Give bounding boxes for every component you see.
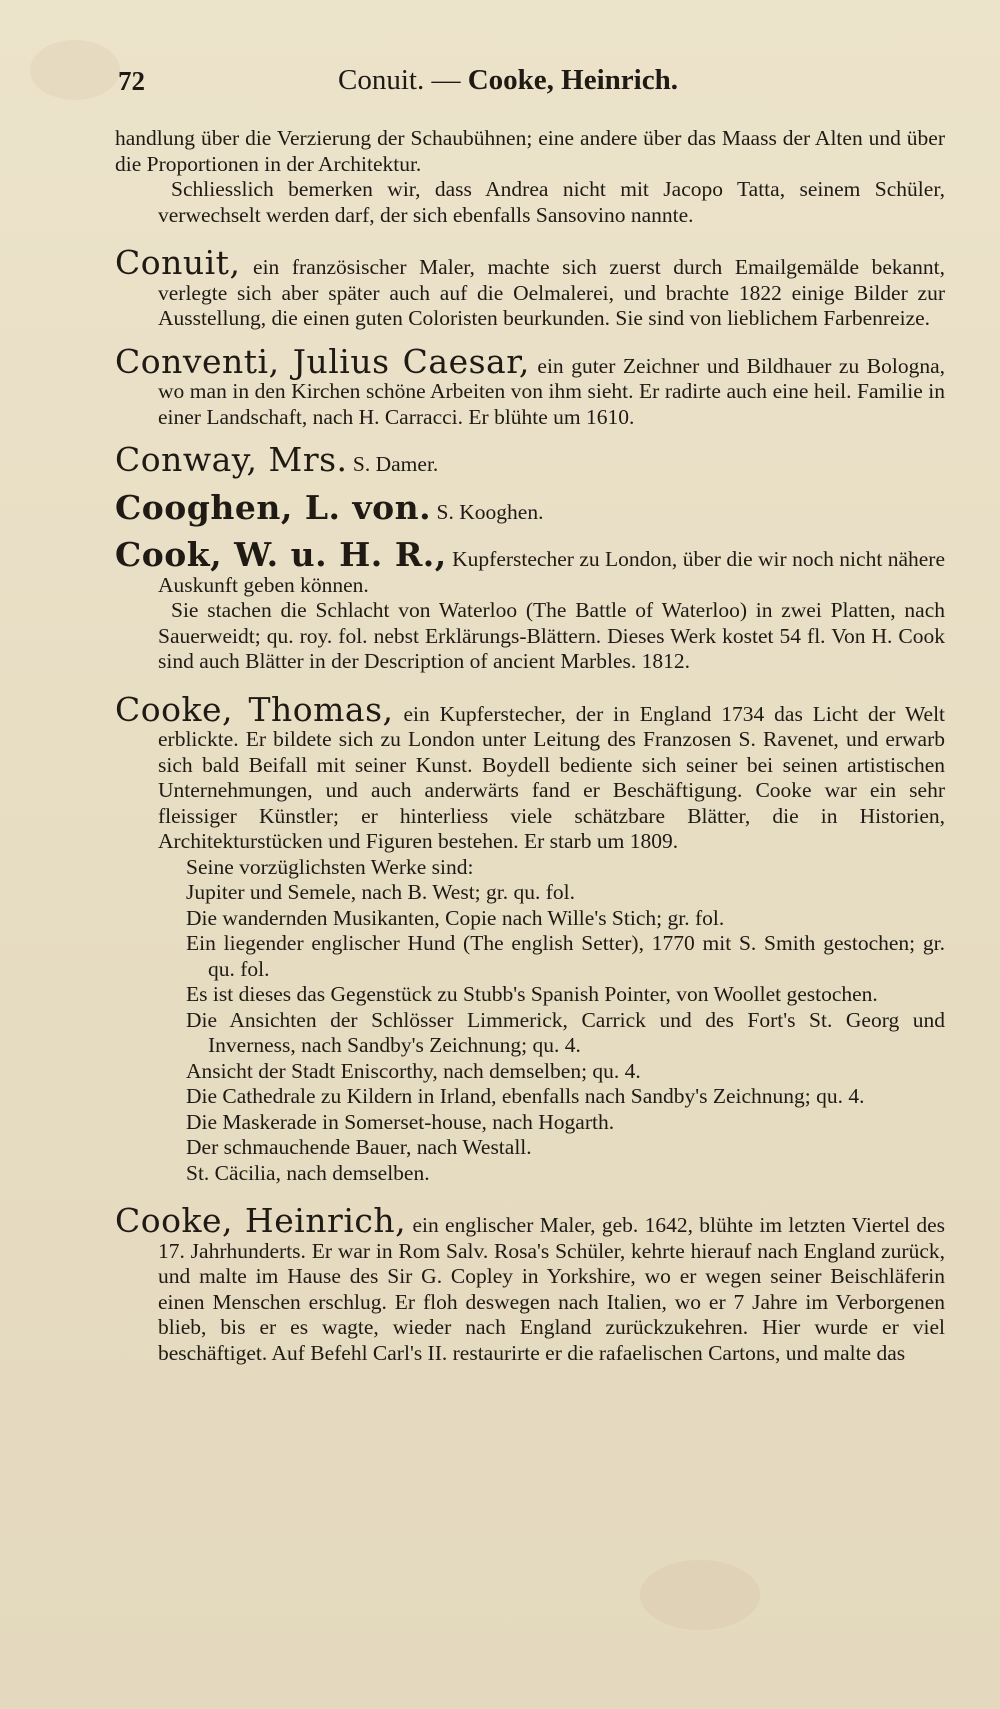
works-list [158,855,945,1187]
entry-cooghen [115,487,945,527]
paper-stain [30,40,120,100]
entry-text: ein guter Zeichner und Bildhauer zu Bologna, wo man in den Kirchen schöne Arbeiten von ihm sieht. Er radirte auch eine heil. Familie in einer Landschaft, nach H. Carracci. Er blühte um 1610. [158,353,945,429]
headword: Cooke, Heinrich, [115,1201,407,1240]
headword: Cook, W. u. H. R., [115,535,447,574]
headword: Cooke, Thomas, [115,689,394,729]
entry-text: ein englischer Maler, geb. 1642, blühte im letzten Viertel des 17. Jahrhunderts. Er war in Rom Salv. Rosa's Schüler, kehrte hierauf nach England zurück, und malte im Hause des Sir G. Copley in Yorkshire, wo er wegen seiner Beischläferin einen Menschen erschlug. Er floh deswegen nach Italien, wo er 7 Jahre im Verborgenen blieb, bis er es wagte, wieder nach England zurückzukehren. Hier wurde er viel beschäftiget. Auf Befehl Carl's II. restaurirte er die rafaelischen Cartons, und malte das [158,1213,945,1365]
entry-paragraph: Sie stachen die Schlacht von Waterloo (The Battle of Waterloo) in zwei Platten, nach Sauerweidt; qu. roy. fol. nebst Erklärungs-Blättern. Dieses Werk kostet 54 fl. Von H. Cook sind auch Blätter in der Description of ancient Marbles. 1812. [158,598,945,673]
entry-text: ein französischer Maler, machte sich zuerst durch Emailgemälde bekannt, verlegte sich aber später auch auf die Oelmalerei, und brachte 1822 einige Bilder zur Ausstellung, die einen guten Coloristen beurkunden. Sie sind von lieblichem Farbenreize. [158,255,946,330]
dictionary-text [115,126,945,1366]
work-item: Die Maskerade in Somerset-house, nach Hogarth. [186,1109,615,1134]
running-title-end: Cooke, Heinrich. [467,64,678,96]
entry-cooke-heinrich [115,1201,945,1366]
entry-conventi [115,341,945,431]
page-header [118,66,888,106]
running-title-start: Conuit. — [338,64,468,96]
work-item: Jupiter und Semele, nach B. West; gr. qu. fol. [186,880,575,904]
work-item: Die Cathedrale zu Kildern in Irland, ebenfalls nach Sandby's Zeichnung; qu. 4. [186,1084,865,1108]
entry-conway [115,440,945,479]
paper-stain [640,1560,760,1630]
work-item: Der schmauchende Bauer, nach Westall. [186,1135,532,1159]
work-item: Ein liegender englischer Hund (The english Setter), 1770 mit S. Smith gestochen; gr. qu. fol. [186,931,945,981]
entry-conuit [115,243,946,332]
running-title [338,64,678,97]
entry-cooke-thomas [115,689,946,855]
work-item: St. Cäcilia, nach demselben. [186,1160,430,1185]
headword: Conway, Mrs. [115,440,348,479]
entry-text: S. Damer. [352,452,439,476]
continuation-paragraph: Schliesslich bemerken wir, dass Andrea nicht mit Jacopo Tatta, seinem Schüler, verwechselt werden darf, der sich ebenfalls Sansovino nannte. [158,177,945,227]
entry-text: ein Kupferstecher, der in England 1734 das Licht der Welt erblickte. Er bildete sich zu London unter Leitung des Franzosen S. Ravenet, und erwarb sich bald Beifall mit seiner Kunst. Boydell bediente sich seiner bei seinen artistischen Unternehmungen, und auch anderwärts fand er Beschäftigung. Cooke war ein sehr fleissiger Künstler; er hinterliess viele schätzbare Blätter, die in Historien, Architekturstücken und Figuren bestehen. Er starb um 1809. [158,701,946,853]
work-note: Es ist dieses das Gegenstück zu Stubb's Spanish Pointer, von Woollet gestochen. [186,982,878,1006]
headword: Conventi, Julius Caesar, [115,341,530,381]
work-item: Ansicht der Stadt Eniscorthy, nach demselben; qu. 4. [186,1058,641,1083]
entry-text: Kupferstecher zu London, über die wir noch nicht nähere Auskunft geben können. [158,547,945,597]
work-item: Die wandernden Musikanten, Copie nach Wille's Stich; gr. fol. [186,905,725,930]
headword: Cooghen, L. von. [115,487,432,527]
page-number: 72 [118,66,145,96]
continuation-text: handlung über die Verzierung der Schaubühnen; eine andere über das Maass der Alten und über die Proportionen in der Architektur. [115,126,945,176]
headword: Conuit, [115,243,241,282]
entry-cook [115,535,945,598]
works-intro: Seine vorzüglichsten Werke sind: [186,854,474,879]
work-item: Die Ansichten der Schlösser Limmerick, Carrick und des Fort's St. Georg und Inverness, nach Sandby's Zeichnung; qu. 4. [186,1007,945,1057]
entry-text: S. Kooghen. [436,499,544,524]
